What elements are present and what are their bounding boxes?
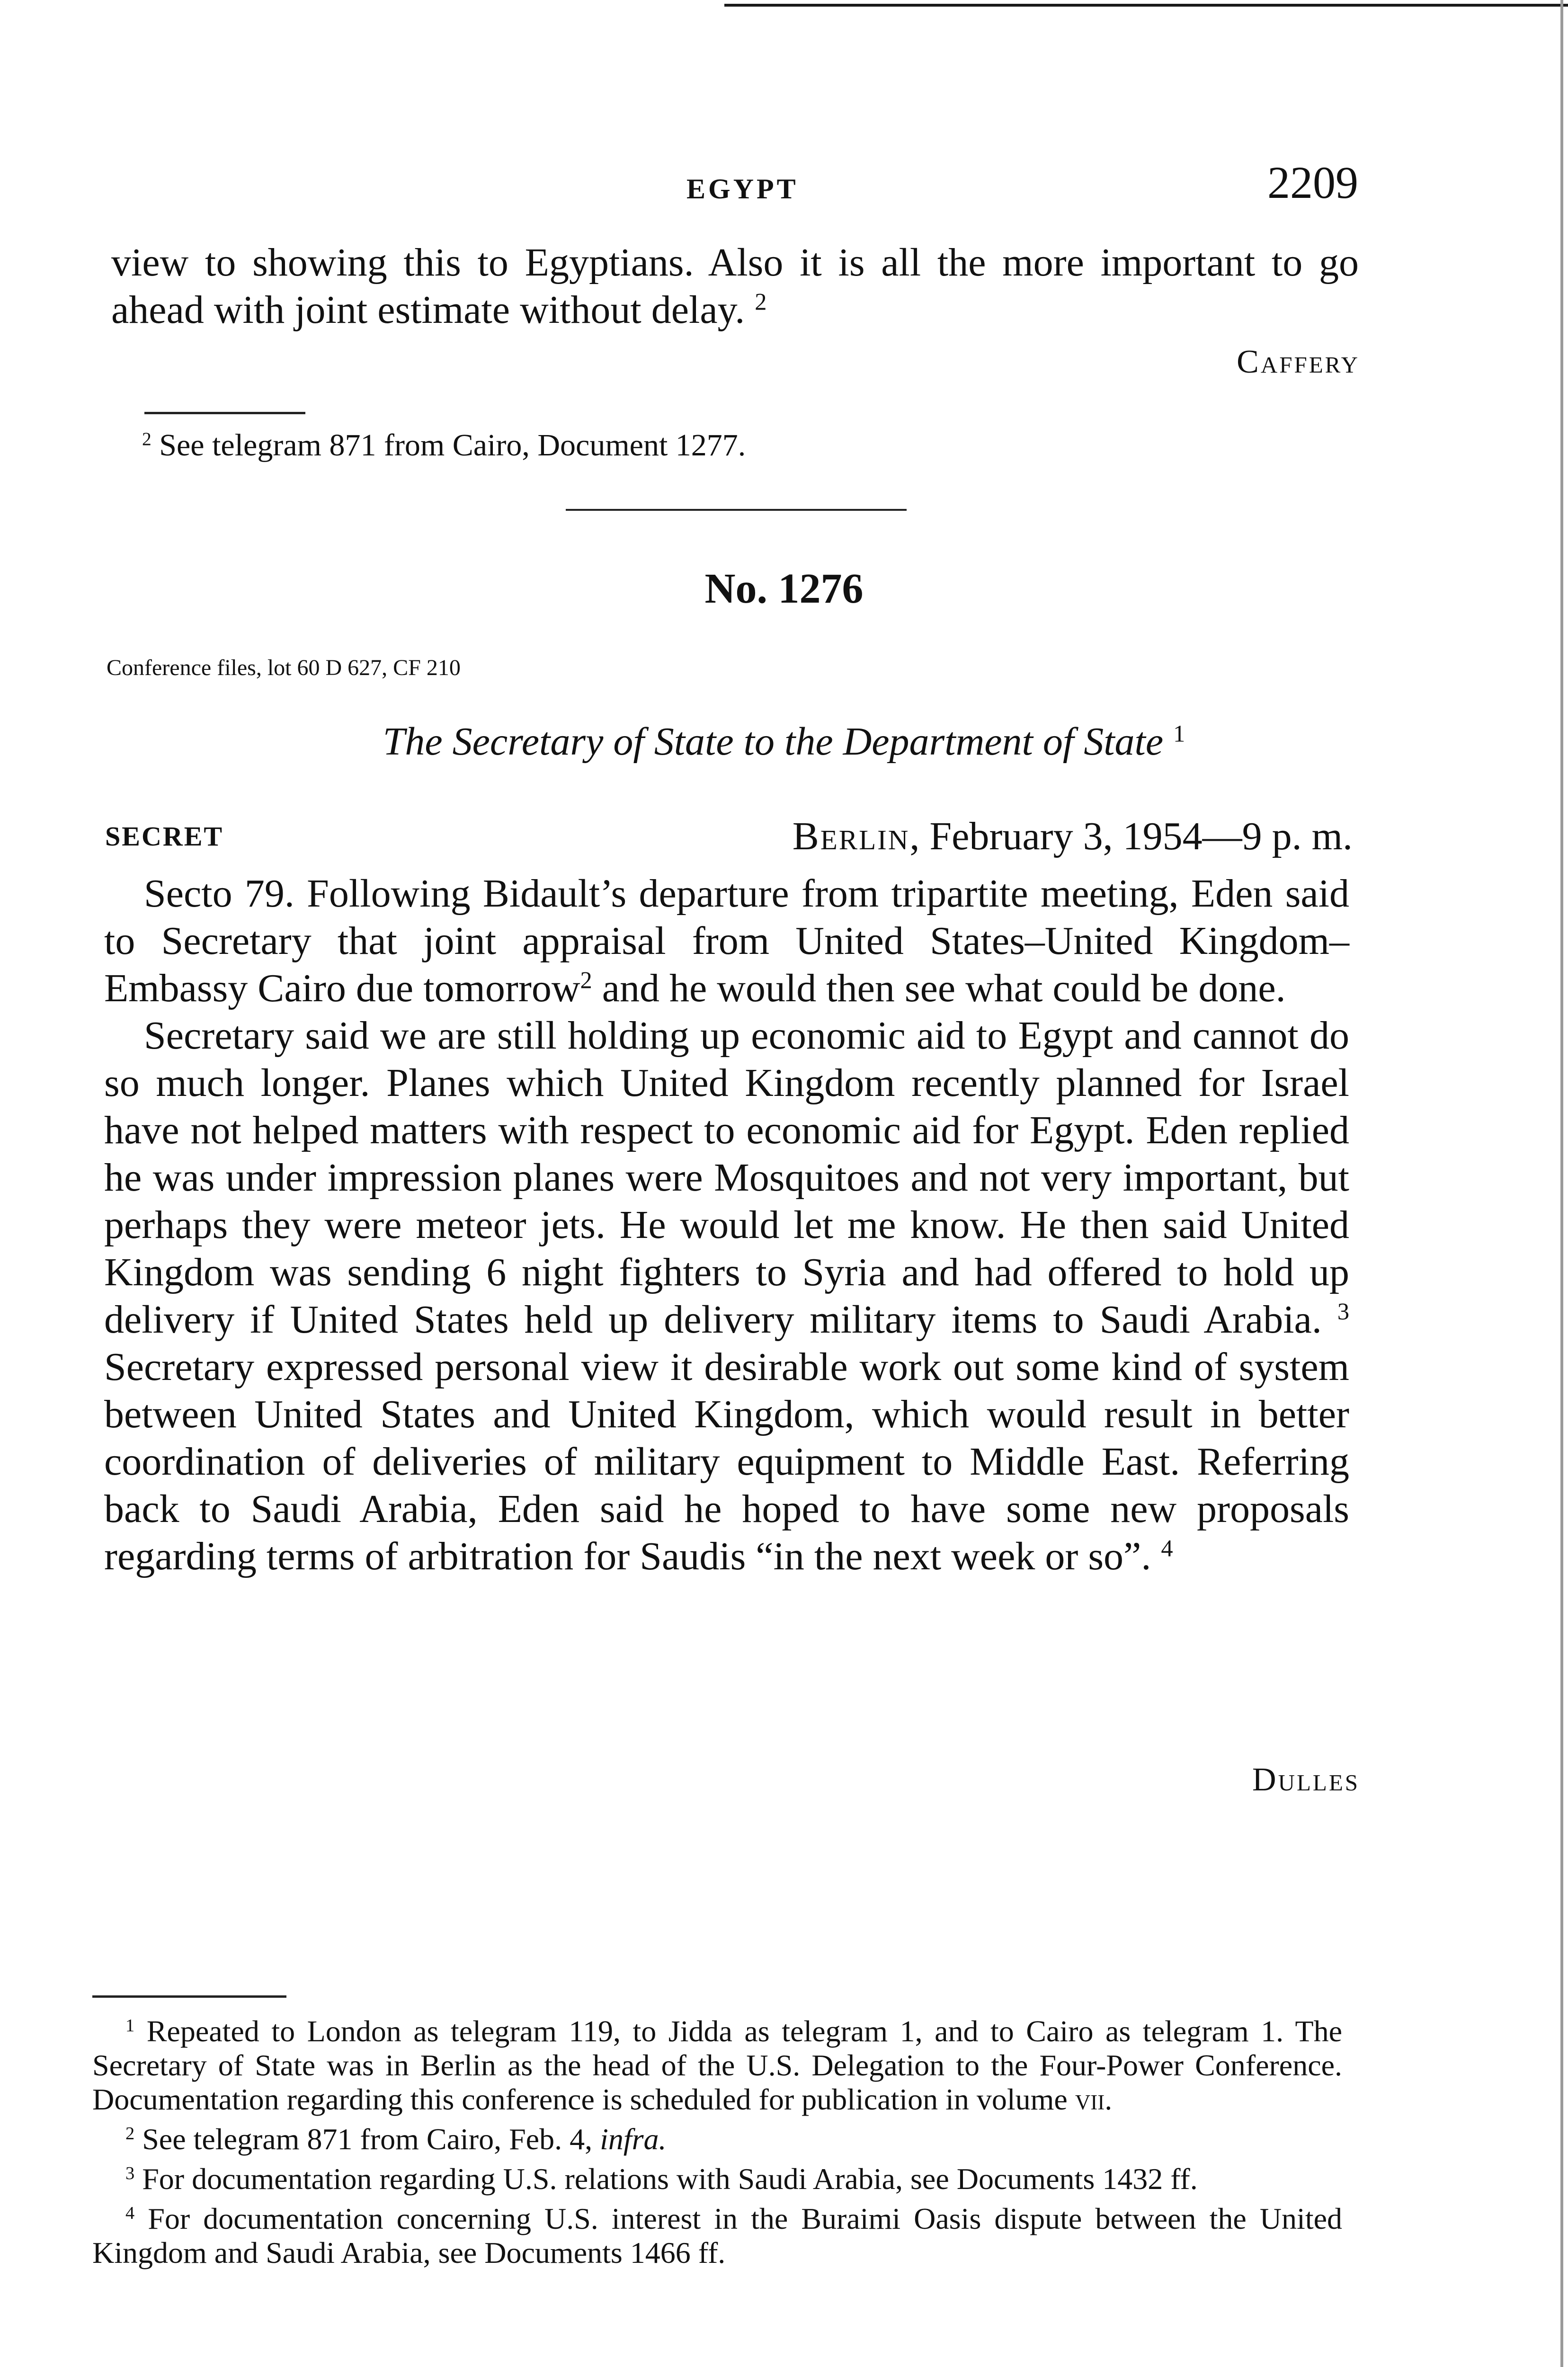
signature-dulles: Dulles <box>1252 1762 1360 1798</box>
signature-caffery: Caffery <box>1237 344 1360 380</box>
footnote-3 <box>92 2162 1342 2196</box>
paragraph-text: Secretary expressed personal view it desirable work out some kind of system between United States and United Kingdom, which would result in better coordination of deliveries of military equipment to Middle East. Referring back to Saudi Arabia, Eden said he hoped to have some new proposals regarding terms of arbitration for Saudis “in the next week or so”. <box>104 1345 1349 1578</box>
document-separator <box>566 509 907 511</box>
footnote-text: Repeated to London as telegram 119, to Jidda as telegram 1, and to Cairo as telegram 1. The Secretary of State was in Berlin as the head of the U.S. Delegation to the Four-Power Conference. Documentation regarding this conference is scheduled for publication in volume <box>92 2014 1343 2116</box>
footnote-ref: 2 <box>755 288 767 315</box>
document-title-text: The Secretary of State to the Department of State <box>383 720 1164 764</box>
previous-document-continuation <box>111 239 1359 334</box>
document-number: No. 1276 <box>704 565 864 612</box>
footnote-1 <box>92 2014 1342 2117</box>
footnote-text: See telegram 871 from Cairo, Document 1277. <box>159 428 746 463</box>
footnote-ref: 2 <box>580 967 592 994</box>
document-title <box>0 719 1568 765</box>
footnote-4 <box>92 2202 1342 2270</box>
footnote-ref: 4 <box>1161 1535 1173 1562</box>
paragraph-text: Secto 79. Following Bidault’s departure from tripartite meeting, Eden said to Secretary that joint appraisal from United States–United Kingdom–Embassy Cairo due tomorrow <box>104 872 1349 1010</box>
running-head: EGYPT <box>686 173 799 205</box>
footnote-divider <box>92 1995 286 1998</box>
footnote-text: For documentation concerning U.S. interest in the Buraimi Oasis dispute between the United Kingdom and Saudi Arabia, see Documents 1466 ff. <box>92 2202 1343 2269</box>
dateline <box>793 813 1353 859</box>
footnote-marker: 1 <box>125 2015 135 2036</box>
footnote-marker: 2 <box>142 428 151 450</box>
continuation-paragraph <box>111 239 1359 334</box>
page-edge-shadow <box>1560 0 1563 2367</box>
continuation-text: view to showing this to Egyptians. Also it is all the more important to go ahead with joint estimate without delay. <box>111 240 1359 332</box>
body-paragraph-2 <box>104 1012 1349 1580</box>
footnote-divider <box>144 412 305 414</box>
footnotes-section <box>92 2014 1342 2276</box>
body-paragraph-1 <box>104 870 1349 1012</box>
dateline-place: Berlin <box>792 814 910 858</box>
paragraph-text: Secretary said we are still holding up economic aid to Egypt and cannot do so much longer. Planes which United Kingdom recently planned for Israel have not helped matters with respect to economic aid for Egypt. Eden replied he was under impression planes were Mosquitoes and not very important, but perhaps they were meteor jets. He would let me know. He then said United Kingdom was sending 6 night fighters to Syria and had offered to hold up delivery if United States held up delivery military items to Saudi Arabia. <box>104 1014 1349 1342</box>
footnote-italic: infra. <box>600 2122 667 2156</box>
page-number: 2209 <box>1267 157 1358 208</box>
footnote-2 <box>92 2122 1342 2156</box>
title-footnote-ref: 1 <box>1173 720 1185 747</box>
footnote-volume: vii. <box>1075 2082 1113 2116</box>
footnote-text: For documentation regarding U.S. relations with Saudi Arabia, see Documents 1432 ff. <box>142 2162 1198 2196</box>
dateline-date: , February 3, 1954—9 p. m. <box>909 814 1353 858</box>
previous-document-footnote <box>142 428 1278 463</box>
source-citation: Conference files, lot 60 D 627, CF 210 <box>107 655 461 680</box>
classification-label: SECRET <box>105 821 224 852</box>
paragraph-text: and he would then see what could be done. <box>602 966 1286 1010</box>
document-body <box>104 870 1349 1580</box>
top-border-line <box>724 4 1568 7</box>
footnote-text: See telegram 871 from Cairo, Feb. 4, <box>142 2122 593 2156</box>
footnote-ref: 3 <box>1337 1298 1350 1325</box>
footnote-marker: 2 <box>125 2123 135 2144</box>
footnote-marker: 4 <box>125 2203 135 2223</box>
footnote-marker: 3 <box>125 2163 135 2183</box>
